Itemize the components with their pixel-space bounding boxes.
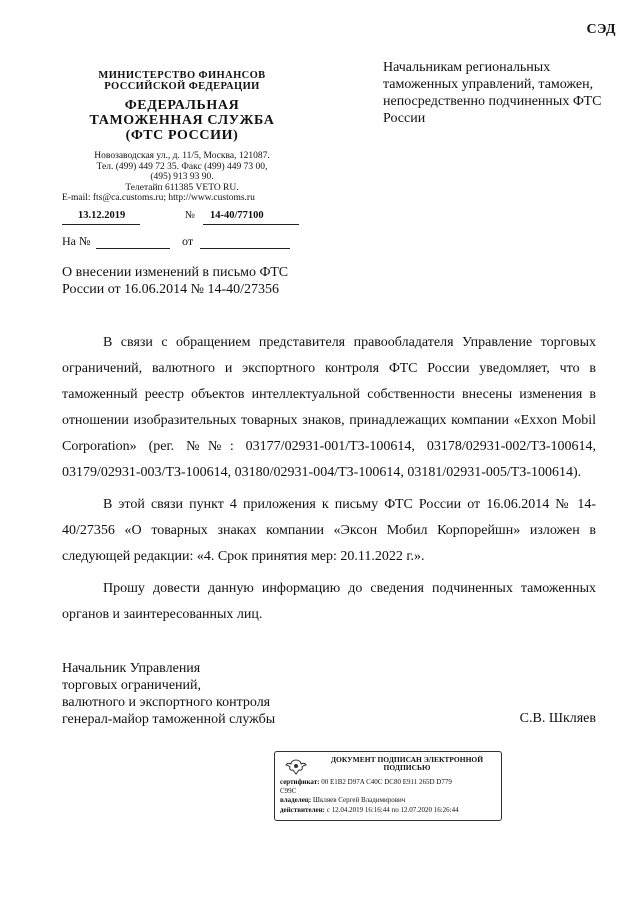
stamp-title: ДОКУМЕНТ ПОДПИСАН ЭЛЕКТРОННОЙ ПОДПИСЬЮ bbox=[330, 755, 484, 772]
registration-number: 14-40/77100 bbox=[210, 210, 264, 221]
owner-value: Шкляев Сергей Владимирович bbox=[312, 796, 406, 805]
owner-label: владелец: bbox=[280, 796, 312, 805]
stamp-validity bbox=[280, 806, 496, 814]
signatory-name: С.В. Шкляев bbox=[519, 711, 596, 726]
ref-date-label: от bbox=[182, 234, 194, 248]
certificate-value: 00 E1B2 D97A C40C DC80 E911 265D D779 bbox=[321, 778, 452, 786]
electronic-signature-stamp bbox=[274, 751, 502, 821]
ministry-name bbox=[62, 70, 302, 92]
letterhead bbox=[62, 70, 302, 204]
position-line: Начальник Управления bbox=[62, 661, 201, 676]
registration-date: 13.12.2019 bbox=[78, 210, 126, 221]
stamp-owner bbox=[280, 796, 496, 804]
address-line: Телетайп 611385 VETO RU. bbox=[125, 182, 239, 193]
body-paragraph: Прошу довести данную информацию до сведения подчиненных таможенных органов и заинтересованных лиц. bbox=[62, 581, 596, 622]
service-line: ТАМОЖЕННАЯ СЛУЖБА bbox=[89, 113, 275, 128]
position-line: генерал-майор таможенной службы bbox=[62, 712, 276, 727]
position-line: торговых ограничений, bbox=[62, 678, 202, 693]
eagle-emblem-icon bbox=[283, 757, 309, 777]
sender-address bbox=[62, 151, 302, 204]
stamp-certificate bbox=[280, 778, 496, 786]
letter-subject: О внесении изменений в письмо ФТС России от 16.06.2014 № 14-40/27356 bbox=[62, 265, 289, 297]
ministry-line: МИНИСТЕРСТВО ФИНАНСОВ bbox=[98, 70, 266, 81]
body-paragraph: В этой связи пункт 4 приложения к письму ФТС России от 16.06.2014 № 14-40/27356 «О товарных знаках компании «Эксон Мобил Корпорейшн» изложен в следующей редакции: «4. Срок принятия мер: 20.11.2022 г.». bbox=[62, 497, 596, 564]
address-line: Новозаводская ул., д. 11/5, Москва, 121087. bbox=[94, 151, 270, 161]
document-system-mark: СЭД bbox=[586, 22, 616, 37]
address-line: (495) 913 93 90. bbox=[150, 172, 214, 182]
service-line: ФЕДЕРАЛЬНАЯ bbox=[124, 98, 240, 113]
sender-email: E-mail: fts@ca.customs.ru; http://www.customs.ru bbox=[62, 193, 255, 203]
letter-body bbox=[62, 330, 596, 634]
ministry-line: РОССИЙСКОЙ ФЕДЕРАЦИИ bbox=[104, 81, 260, 92]
certificate-label: сертификат: bbox=[280, 778, 320, 786]
number-sign: № bbox=[185, 210, 196, 221]
signatory-position bbox=[62, 660, 322, 728]
ref-number-label: На № bbox=[62, 234, 91, 248]
service-line: (ФТС РОССИИ) bbox=[125, 128, 239, 143]
recipient-block: Начальникам региональных таможенных управлений, таможен, непосредственно подчиненных ФТС России bbox=[383, 60, 602, 126]
service-name bbox=[62, 98, 302, 143]
position-line: валютного и экспортного контроля bbox=[62, 695, 271, 710]
validity-value: с 12.04.2019 16:16:44 по 12.07.2020 16:26:44 bbox=[326, 805, 459, 814]
validity-label: действителен: bbox=[280, 805, 325, 814]
address-line: Тел. (499) 449 72 35. Факс (499) 449 73 00, bbox=[96, 161, 268, 172]
body-paragraph: В связи с обращением представителя правообладателя Управление торговых ограничений, валютного и экспортного контроля ФТС России уведомляет, что в таможенный реестр объектов интеллектуальной собственности внесены изменения в отношении изобразительных товарных знаков, принадлежащих компании «Exxon Mobil Corporation» (рег. №№: 03177/02931-001/ТЗ-100614, 03178/02931-002/ТЗ-100614, 03179/02931-003/ТЗ-100614, 03180/02931-004/ТЗ-100614, 03181/02931-005/ТЗ-100614). bbox=[62, 335, 596, 480]
certificate-value-cont: C99C bbox=[280, 787, 297, 796]
